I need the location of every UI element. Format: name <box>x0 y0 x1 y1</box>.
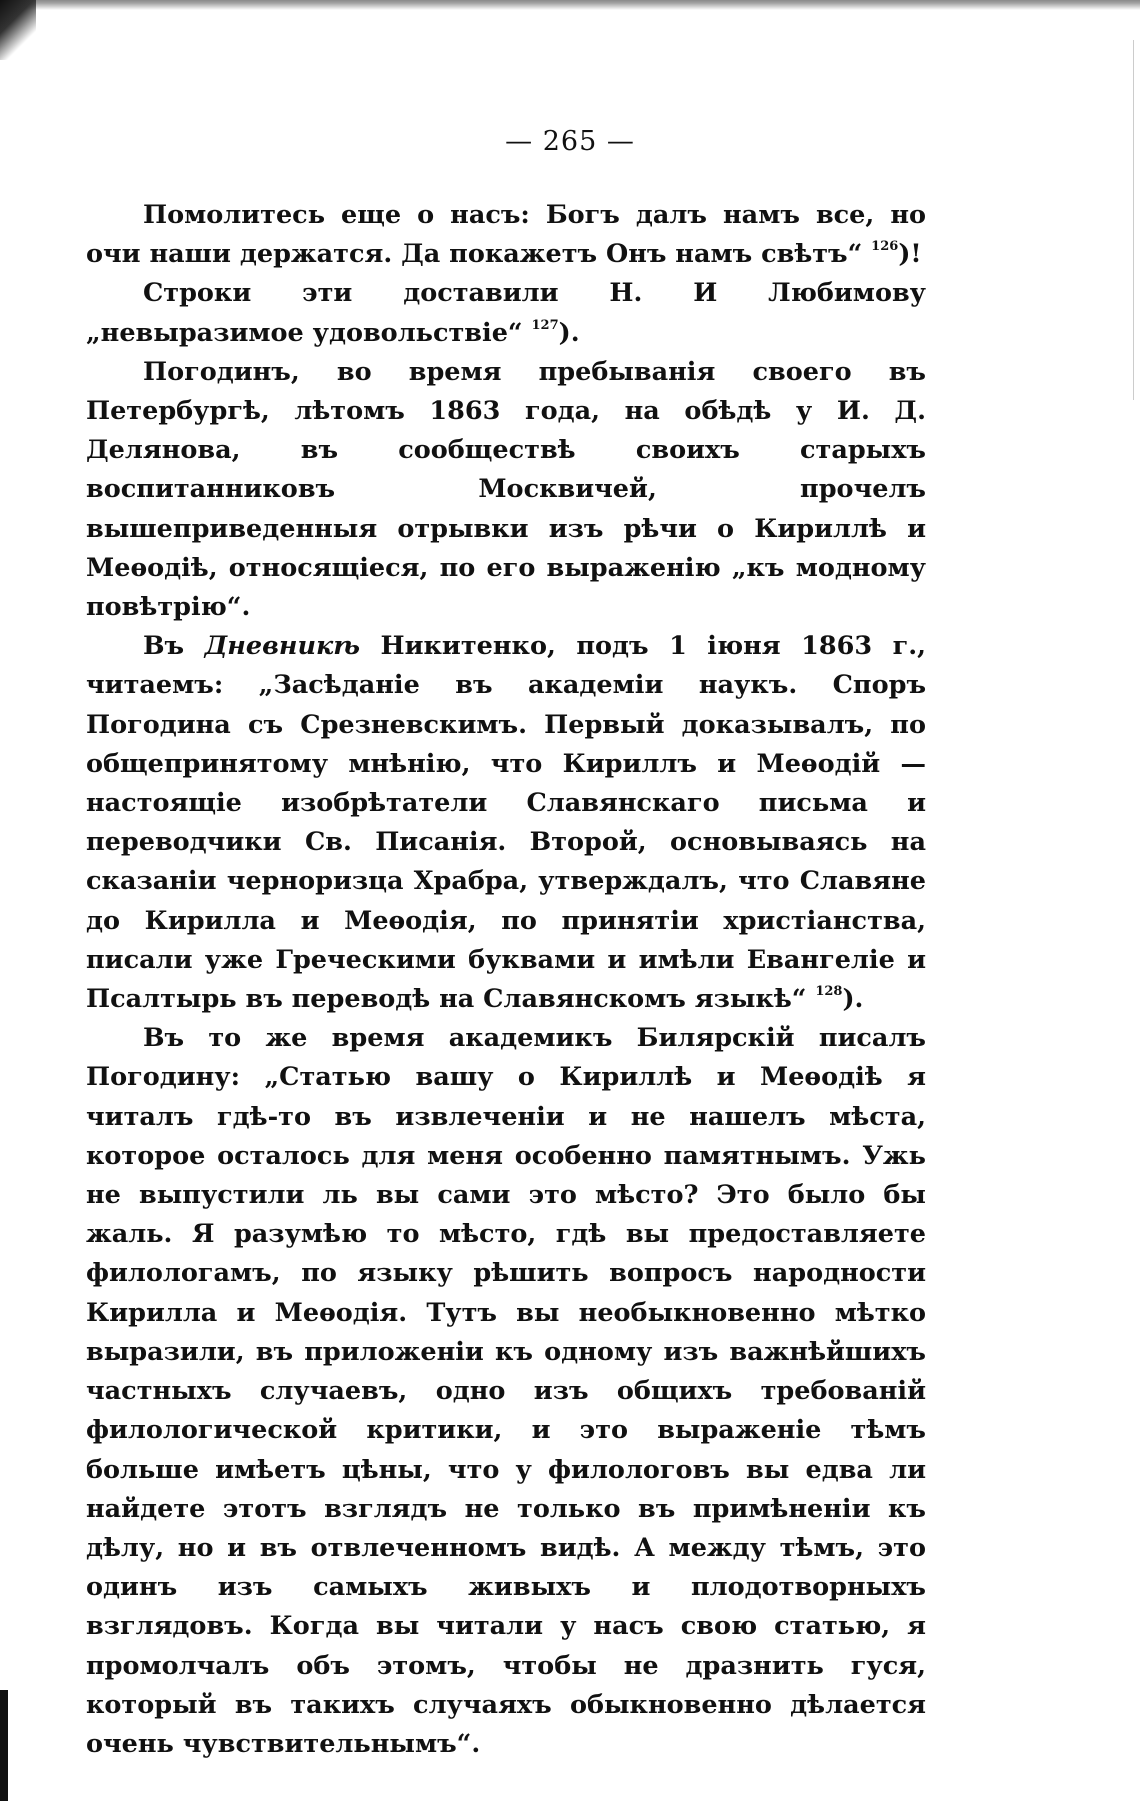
scan-corner-shadow <box>0 0 36 60</box>
footnote-ref: 128 <box>815 984 843 1000</box>
scan-edge-left <box>0 1690 8 1801</box>
text-segment: Никитенко, подъ 1 іюня 1863 г., читаемъ: „Засѣданіе въ академіи наукъ. Споръ Погодина съ Срезневскимъ. Первый доказывалъ, по общепринятому мнѣнію, что Кириллъ и Меѳодій — настоящіе изобрѣтатели Славянскаго письма и переводчики Св. Писанія. Второй, основываясь на сказаніи черноризца Храбра, утверждалъ, что Славяне до Кирилла и Меѳодія, по принятіи христіанства, писали уже Греческими буквами и имѣли Евангеліе и Псалтырь въ переводѣ на Славянскомъ языкѣ“ <box>86 631 926 1015</box>
text-segment: ). <box>558 317 580 348</box>
text-segment: Строки эти доставили Н. И Любимову „невыразимое удовольствіе“ <box>86 278 926 348</box>
text-segment: Помолитесь еще о насъ: Богъ далъ намъ все, но очи наши держатся. Да покажетъ Онъ намъ свѣтъ“ <box>86 200 926 270</box>
text-body <box>86 196 926 1764</box>
scan-edge-right <box>1133 40 1134 400</box>
text-segment: ). <box>842 984 864 1015</box>
text-segment: Погодинъ, во время пребыванія своего въ Петербургѣ, лѣтомъ 1863 года, на обѣдѣ у И. Д. Делянова, въ сообществѣ своихъ старыхъ воспитанниковъ Москвичей, прочелъ вышеприведенныя отрывки изъ рѣчи о Кириллѣ и Меѳодіѣ, относящіеся, по его выраженію „къ модному повѣтрію“. <box>86 356 926 623</box>
paragraph <box>86 353 926 627</box>
text-segment: Въ <box>143 631 205 662</box>
page-number: — 265 — <box>505 126 635 157</box>
paragraph <box>86 627 926 1019</box>
footnote-ref: 126 <box>871 239 899 255</box>
text-segment: Въ то же время академикъ Билярскій писалъ Погодину: „Статью вашу о Кириллѣ и Меѳодіѣ я читалъ гдѣ-то въ извлеченіи и не нашелъ мѣста, которое осталось для меня особенно памятнымъ. Ужь не выпустили ль вы сами это мѣсто? Это было бы жаль. Я разумѣю то мѣсто, гдѣ вы предоставляете филологамъ, по языку рѣшить вопросъ народности Кирилла и Меѳодія. Тутъ вы необыкновенно мѣтко выразили, въ приложеніи къ одному изъ важнѣйшихъ частныхъ случаевъ, одно изъ общихъ требованій филологической критики, и это выраженіе тѣмъ больше имѣетъ цѣны, что у филологовъ вы едва ли найдете этотъ взглядъ не только въ примѣненіи къ дѣлу, но и въ отвлеченномъ видѣ. А между тѣмъ, это одинъ изъ самыхъ живыхъ и плодотворныхъ взглядовъ. Когда вы читали у насъ свою статью, я промолчалъ объ этомъ, чтобы не дразнить гуся, который въ такихъ случаяхъ обыкновенно дѣлается очень чувствительнымъ“. <box>86 1023 926 1759</box>
footnote-ref: 127 <box>531 317 559 333</box>
paragraph <box>86 1019 926 1764</box>
text-segment: )! <box>898 239 922 270</box>
paragraph <box>86 196 926 274</box>
paragraph <box>86 274 926 352</box>
emphasized-title: Дневникѣ <box>204 631 361 662</box>
scan-edge-top <box>0 0 1140 10</box>
